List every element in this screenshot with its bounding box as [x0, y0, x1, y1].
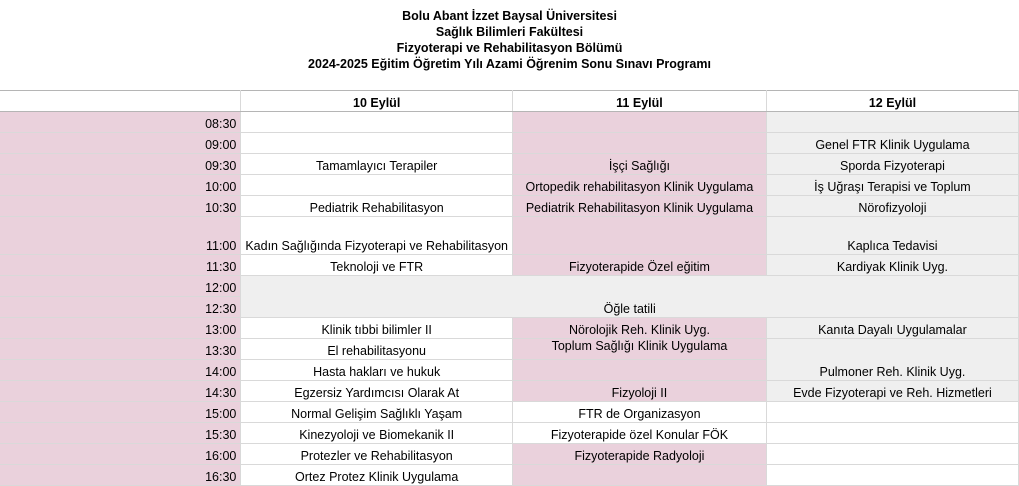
table-row	[0, 444, 1019, 465]
time-cell[interactable]: 12:00	[0, 276, 241, 297]
time-cell[interactable]: 16:00	[0, 444, 241, 465]
schedule-cell[interactable]: Klinik tıbbi bilimler II	[241, 318, 513, 339]
schedule-cell[interactable]: İş Uğraşı Terapisi ve Toplum	[766, 175, 1018, 196]
schedule-cell[interactable]: Genel FTR Klinik Uygulama	[766, 133, 1018, 154]
table-row	[0, 318, 1019, 339]
time-cell[interactable]: 09:30	[0, 154, 241, 175]
schedule-cell[interactable]: Pediatrik Rehabilitasyon	[241, 196, 513, 217]
university-name: Bolu Abant İzzet Baysal Üniversitesi	[402, 9, 617, 23]
time-cell[interactable]: 14:30	[0, 381, 241, 402]
time-cell[interactable]: 09:00	[0, 133, 241, 154]
document-header	[0, 8, 1019, 72]
table-row	[0, 175, 1019, 196]
header-row	[0, 91, 1019, 112]
schedule-cell[interactable]	[513, 133, 767, 154]
schedule-cell[interactable]: Normal Gelişim Sağlıklı Yaşam	[241, 402, 513, 423]
schedule-cell[interactable]: Evde Fizyoterapi ve Reh. Hizmetleri	[766, 381, 1018, 402]
table-row	[0, 133, 1019, 154]
exam-program-title: 2024-2025 Eğitim Öğretim Yılı Azami Öğrenim Sonu Sınavı Programı	[308, 57, 711, 71]
table-row	[0, 217, 1019, 255]
column-header-day1[interactable]: 10 Eylül	[241, 91, 513, 112]
time-cell[interactable]: 11:00	[0, 217, 241, 255]
schedule-cell[interactable]: Protezler ve Rehabilitasyon	[241, 444, 513, 465]
table-row	[0, 255, 1019, 276]
time-cell[interactable]: 15:30	[0, 423, 241, 444]
schedule-cell[interactable]: Pediatrik Rehabilitasyon Klinik Uygulama	[513, 196, 767, 217]
schedule-cell[interactable]	[513, 217, 767, 255]
time-cell[interactable]: 11:30	[0, 255, 241, 276]
schedule-cell[interactable]: Nörofizyoloji	[766, 196, 1018, 217]
column-header-day3[interactable]: 12 Eylül	[766, 91, 1018, 112]
schedule-cell[interactable]: Kaplıca Tedavisi	[766, 217, 1018, 255]
schedule-cell[interactable]	[513, 360, 767, 381]
table-row	[0, 402, 1019, 423]
time-cell[interactable]: 12:30	[0, 297, 241, 318]
schedule-cell[interactable]	[241, 112, 513, 133]
table-row	[0, 196, 1019, 217]
schedule-cell[interactable]: Egzersiz Yardımcısı Olarak At	[241, 381, 513, 402]
schedule-cell[interactable]: Tamamlayıcı Terapiler	[241, 154, 513, 175]
exam-schedule-table	[0, 90, 1019, 486]
schedule-cell[interactable]	[766, 444, 1018, 465]
schedule-cell[interactable]	[766, 402, 1018, 423]
time-cell[interactable]: 14:00	[0, 360, 241, 381]
schedule-cell[interactable]: Ortez Protez Klinik Uygulama	[241, 465, 513, 486]
column-header-day2[interactable]: 11 Eylül	[513, 91, 767, 112]
time-cell[interactable]: 10:00	[0, 175, 241, 196]
time-column-header	[0, 91, 241, 112]
schedule-cell[interactable]: Kadın Sağlığında Fizyoterapi ve Rehabilitasyon	[241, 217, 513, 255]
time-cell[interactable]: 10:30	[0, 196, 241, 217]
schedule-cell[interactable]: Teknoloji ve FTR	[241, 255, 513, 276]
time-cell[interactable]: 13:00	[0, 318, 241, 339]
schedule-cell[interactable]: Sporda Fizyoterapi	[766, 154, 1018, 175]
table-row	[0, 339, 1019, 360]
schedule-cell[interactable]: Toplum Sağlığı Klinik Uygulama	[513, 339, 767, 360]
schedule-cell[interactable]	[766, 423, 1018, 444]
table-row	[0, 381, 1019, 402]
time-cell[interactable]: 15:00	[0, 402, 241, 423]
faculty-name: Sağlık Bilimleri Fakültesi	[435, 25, 584, 39]
schedule-cell[interactable]: Ortopedik rehabilitasyon Klinik Uygulama	[513, 175, 767, 196]
table-row	[0, 276, 1019, 297]
time-cell[interactable]: 13:30	[0, 339, 241, 360]
department-name: Fizyoterapi ve Rehabilitasyon Bölümü	[396, 41, 623, 55]
time-cell[interactable]: 16:30	[0, 465, 241, 486]
schedule-cell[interactable]: Fizyoterapide Özel eğitim	[513, 255, 767, 276]
schedule-cell[interactable]: Fizyoterapide Radyoloji	[513, 444, 767, 465]
schedule-cell[interactable]	[513, 112, 767, 133]
schedule-cell[interactable]	[766, 112, 1018, 133]
table-row	[0, 154, 1019, 175]
schedule-cell[interactable]	[241, 175, 513, 196]
schedule-cell[interactable]: Pulmoner Reh. Klinik Uyg.	[766, 339, 1018, 381]
table-row	[0, 465, 1019, 486]
schedule-cell[interactable]: Fizyoloji II	[513, 381, 767, 402]
table-row	[0, 112, 1019, 133]
schedule-cell[interactable]: İşçi Sağlığı	[513, 154, 767, 175]
table-row	[0, 423, 1019, 444]
schedule-cell[interactable]: Kardiyak Klinik Uyg.	[766, 255, 1018, 276]
schedule-cell[interactable]: Hasta hakları ve hukuk	[241, 360, 513, 381]
schedule-cell[interactable]	[766, 465, 1018, 486]
schedule-cell[interactable]: FTR de Organizasyon	[513, 402, 767, 423]
schedule-cell[interactable]: Kanıta Dayalı Uygulamalar	[766, 318, 1018, 339]
schedule-cell[interactable]	[241, 133, 513, 154]
schedule-cell[interactable]: Nörolojik Reh. Klinik Uyg.	[513, 318, 767, 339]
schedule-cell[interactable]	[513, 465, 767, 486]
schedule-cell[interactable]: Fizyoterapide özel Konular FÖK	[513, 423, 767, 444]
schedule-cell[interactable]: Kinezyoloji ve Biomekanik II	[241, 423, 513, 444]
time-cell[interactable]: 08:30	[0, 112, 241, 133]
lunch-break-cell[interactable]: Öğle tatili	[241, 276, 1019, 318]
schedule-cell[interactable]: El rehabilitasyonu	[241, 339, 513, 360]
